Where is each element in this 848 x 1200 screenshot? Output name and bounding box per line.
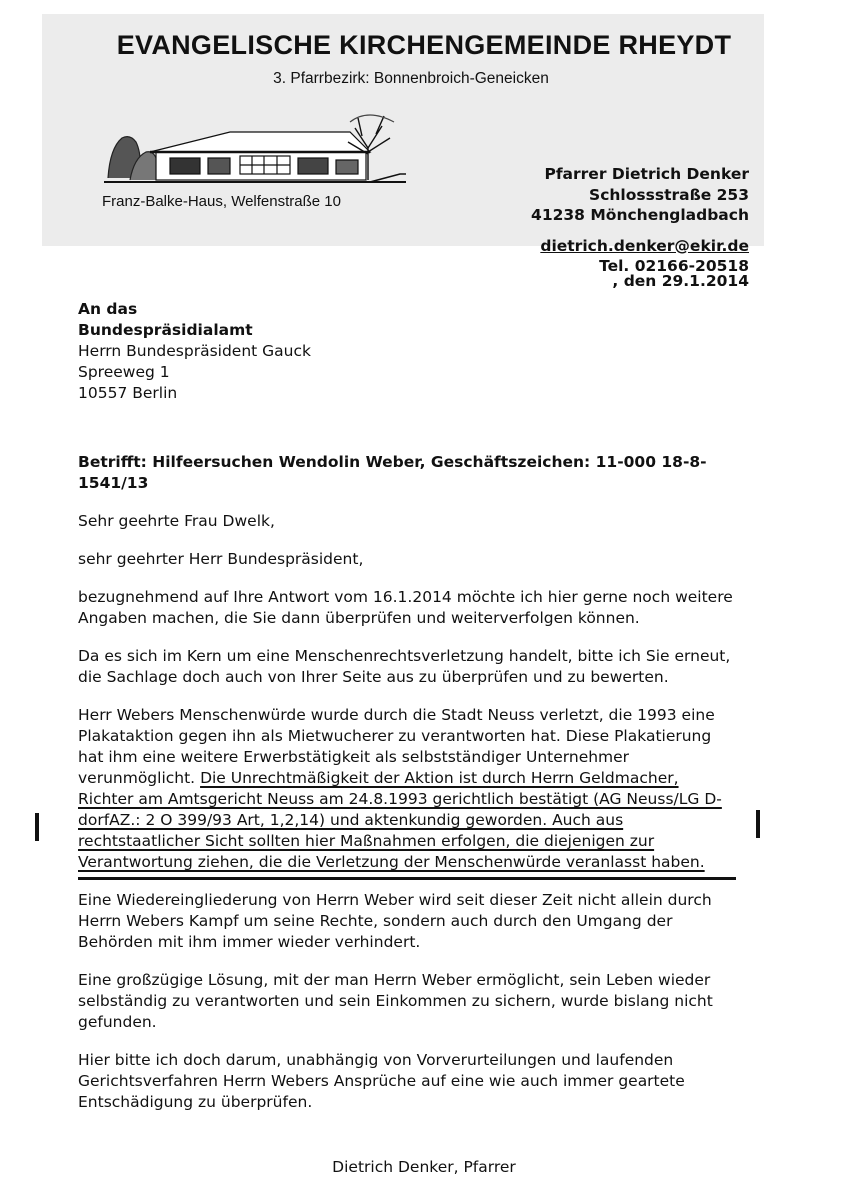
sender-street: Schlossstraße 253 [589,185,749,204]
subject-line: Betrifft: Hilfeersuchen Wendolin Weber, Geschäftszeichen: 11-000 18-8-1541/13 [78,453,707,492]
sender-city: 41238 Mönchengladbach [531,206,749,224]
recipient-address [78,299,311,404]
sender-name: Pfarrer Dietrich Denker [544,165,749,183]
paragraph-5: Eine großzügige Lösung, mit der man Herrn Weber ermöglicht, sein Leben wieder selbständig zu verantworten und sein Einkommen zu sichern, wurde bislang nicht gefunden. [78,971,713,1031]
paragraph-3-plain: Herr Webers Menschenwürde wurde durch die Stadt Neuss verletzt, die 1993 eine Plakataktion gegen ihn als Mietwucherer zu verantworten hat. Diese Plakatierung hat ihm eine weitere Erwerbstätigkeit als selbstständiger Unternehmer verunmöglicht. [78,706,715,787]
district-name: 3. Pfarrbezirk: Bonnenbroich-Geneicken [273,70,549,87]
paragraph-4: Eine Wiedereingliederung von Herrn Weber wird seit dieser Zeit nicht allein durch Herrn Webers Kampf um seine Rechte, sondern auch durch den Umgang der Behörden mit ihm immer wieder verhindert. [78,891,712,951]
letter-body [78,452,738,1130]
recipient-line-2: Bundespräsidialamt [78,321,253,339]
letter-date: , den 29.1.2014 [612,272,749,290]
house-caption: Franz-Balke-Haus, Welfenstraße 10 [102,193,341,210]
paragraph-2: Da es sich im Kern um eine Menschenrechtsverletzung handelt, bitte ich Sie erneut, die Sachlage doch auch von Ihrer Seite aus zu überprüfen und zu bewerten. [78,647,731,686]
signature: Dietrich Denker, Pfarrer [332,1158,516,1176]
recipient-line-4: Spreeweg 1 [78,363,170,381]
margin-mark-right [756,810,760,838]
paragraph-3-underlined: Die Unrechtmäßigkeit der Aktion ist durch Herrn Geldmacher, Richter am Amtsgericht Neuss am 24.8.1993 gerichtlich bestätigt (AG Neuss/LG D-dorfAZ.: 2 O 399/93 Art, 1,2,14) und aktenkundig geworden. Auch aus rechtstaatlicher Sicht sollten hier Maßnahmen erfolgen, die diejenigen zur Verantwortung ziehen, die die Verletzung der Menschenwürde veranlasst haben. [78,769,722,871]
paragraph-1: bezugnehmend auf Ihre Antwort vom 16.1.2014 möchte ich hier gerne noch weitere Angaben machen, die Sie dann überprüfen und weiterverfolgen können. [78,588,733,627]
organization-name: EVANGELISCHE KIRCHENGEMEINDE RHEYDT [116,30,732,60]
sender-email-link[interactable]: dietrich.denker@ekir.de [540,236,749,255]
paragraph-6: Hier bitte ich doch darum, unabhängig von Vorverurteilungen und laufenden Gerichtsverfahren Herrn Webers Ansprüche auf eine wie auch immer geartete Entschädigung zu überprüfen. [78,1051,685,1111]
sender-block [531,164,749,277]
recipient-line-1: An das [78,300,138,318]
recipient-line-5: 10557 Berlin [78,384,178,402]
salutation-2: sehr geehrter Herr Bundespräsident, [78,550,364,568]
franz-balke-haus-drawing [100,108,410,190]
margin-mark-left [35,813,39,841]
sender-phone: Tel. 02166-20518 [599,257,749,275]
highlight-rule [78,877,736,880]
salutation-1: Sehr geehrte Frau Dwelk, [78,512,275,530]
paragraph-3 [78,705,738,873]
recipient-line-3: Herrn Bundespräsident Gauck [78,342,311,360]
